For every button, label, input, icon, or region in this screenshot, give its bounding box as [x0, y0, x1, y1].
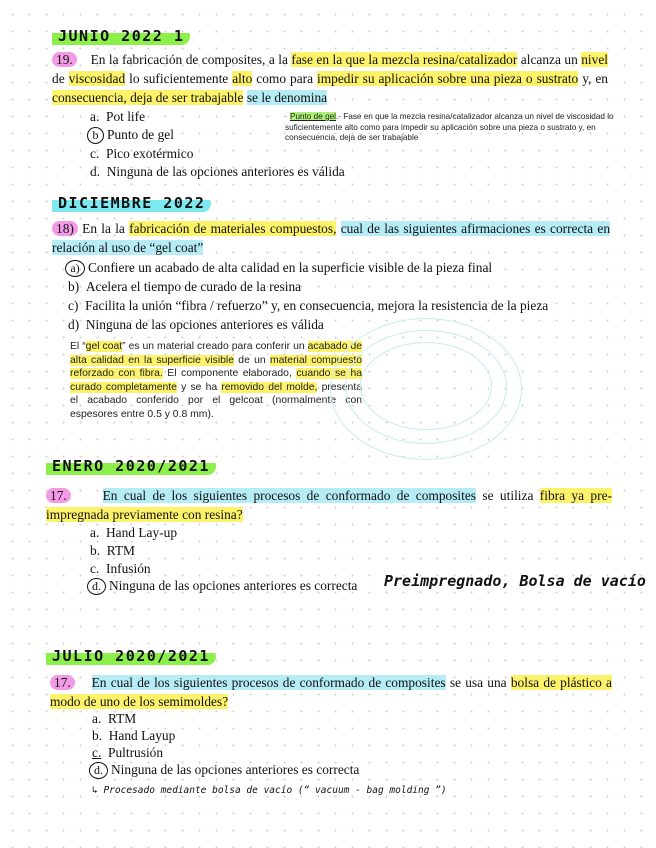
question-number: 17. [46, 488, 71, 503]
gel-coat-explanation: El “gel coat” es un material creado para conferir un acabado de alta calidad en la superficie visible de un material compuesto reforzado con fibra. El componente elaborado, cuando se ha curado completamente y se ha removido del molde, presenta el acabado conferido por el gelcoat (normalmente con espesores entre 0.5 y 0.8 mm). [70, 341, 363, 420]
q18-option-a: a) Confiere un acabado de alta calidad en la superficie visible de la pieza final [68, 259, 492, 277]
q19-option-b: b Punto de gel [90, 126, 174, 144]
q17a-option-d: d. Ninguna de las opciones anteriores es correcta [90, 577, 357, 595]
punto-de-gel-note: · Punto de gel.- Fase en que la mezcla resina/catalizador alcanza un nivel de viscosidad lo suficientemente alto como para impedir su aplicación sobre una pieza o sustrato y, en consecuencia, deja de ser trabajable [285, 112, 614, 142]
section-heading-enero-2020-2021: ENERO 2020/2021 [46, 458, 216, 475]
q18-option-b: b) Acelera el tiempo de curado de la resina [68, 279, 302, 294]
q17b-option-a: a. RTM [92, 711, 137, 726]
section-heading-junio-2022: JUNIO 2022 1 [52, 28, 190, 45]
question-19-text: 19. En la fabricación de composites, a la fase en la que la mezcla resina/catalizador alcanza un nivel de viscosidad lo suficientemente alto como para impedir su aplicación sobre una pieza o sustrato y, en consecuencia, deja de ser trabajable se le denomina [52, 52, 609, 105]
question-number: 18) [52, 221, 78, 236]
q17b-option-c: c. Pultrusión [92, 745, 164, 760]
q17a-option-a: a. Hand Lay-up [90, 525, 178, 540]
q18-option-d: d) Ninguna de las opciones anteriores es válida [68, 317, 324, 332]
question-number: 17. [50, 675, 75, 690]
q19-option-c: c. Pico exotérmico [90, 146, 194, 161]
answer-circle: d. [89, 762, 108, 779]
q17b-option-b: b. Hand Layup [92, 728, 176, 743]
q18-option-c: c) Facilita la unión “fibra / refuerzo” y, en consecuencia, mejora la resistencia de la pieza [68, 298, 549, 313]
handwritten-vacuum-bag-note: ↳ Procesado mediante bolsa de vacío (“ vacuum - bag molding ”) [92, 785, 447, 796]
answer-circle: a) [65, 260, 85, 277]
question-18-text: 18) En la la fabricación de materiales compuestos, cual de las siguientes afirmaciones es correcta en relación al uso de “gel coat” [52, 221, 611, 255]
q17b-option-d: d. Ninguna de las opciones anteriores es correcta [92, 761, 359, 779]
q19-option-d: d. Ninguna de las opciones anteriores es válida [90, 164, 345, 179]
question-17-enero-text: 17. En cual de los siguientes procesos de conformado de composites se utiliza fibra ya pre-impregnada previamente con resina? [46, 488, 612, 522]
section-heading-julio-2020-2021: JULIO 2020/2021 [46, 648, 216, 665]
section-heading-diciembre-2022: DICIEMBRE 2022 [52, 195, 211, 212]
question-number: 19. [52, 52, 77, 67]
handwritten-answer-note: Preimpregnado, Bolsa de vacío [384, 572, 646, 590]
answer-circle: d. [87, 578, 106, 595]
q17a-option-b: b. RTM [90, 543, 135, 558]
decorative-swirl [360, 342, 492, 430]
question-17-julio-text: 17. En cual de los siguientes procesos de conformado de composites se usa una bolsa de plástico a modo de uno de los semimoldes? [50, 675, 612, 709]
q19-option-a: a. Pot life [90, 109, 146, 124]
answer-circle: b [87, 127, 104, 144]
q17a-option-c: c. Infusión [90, 561, 151, 576]
